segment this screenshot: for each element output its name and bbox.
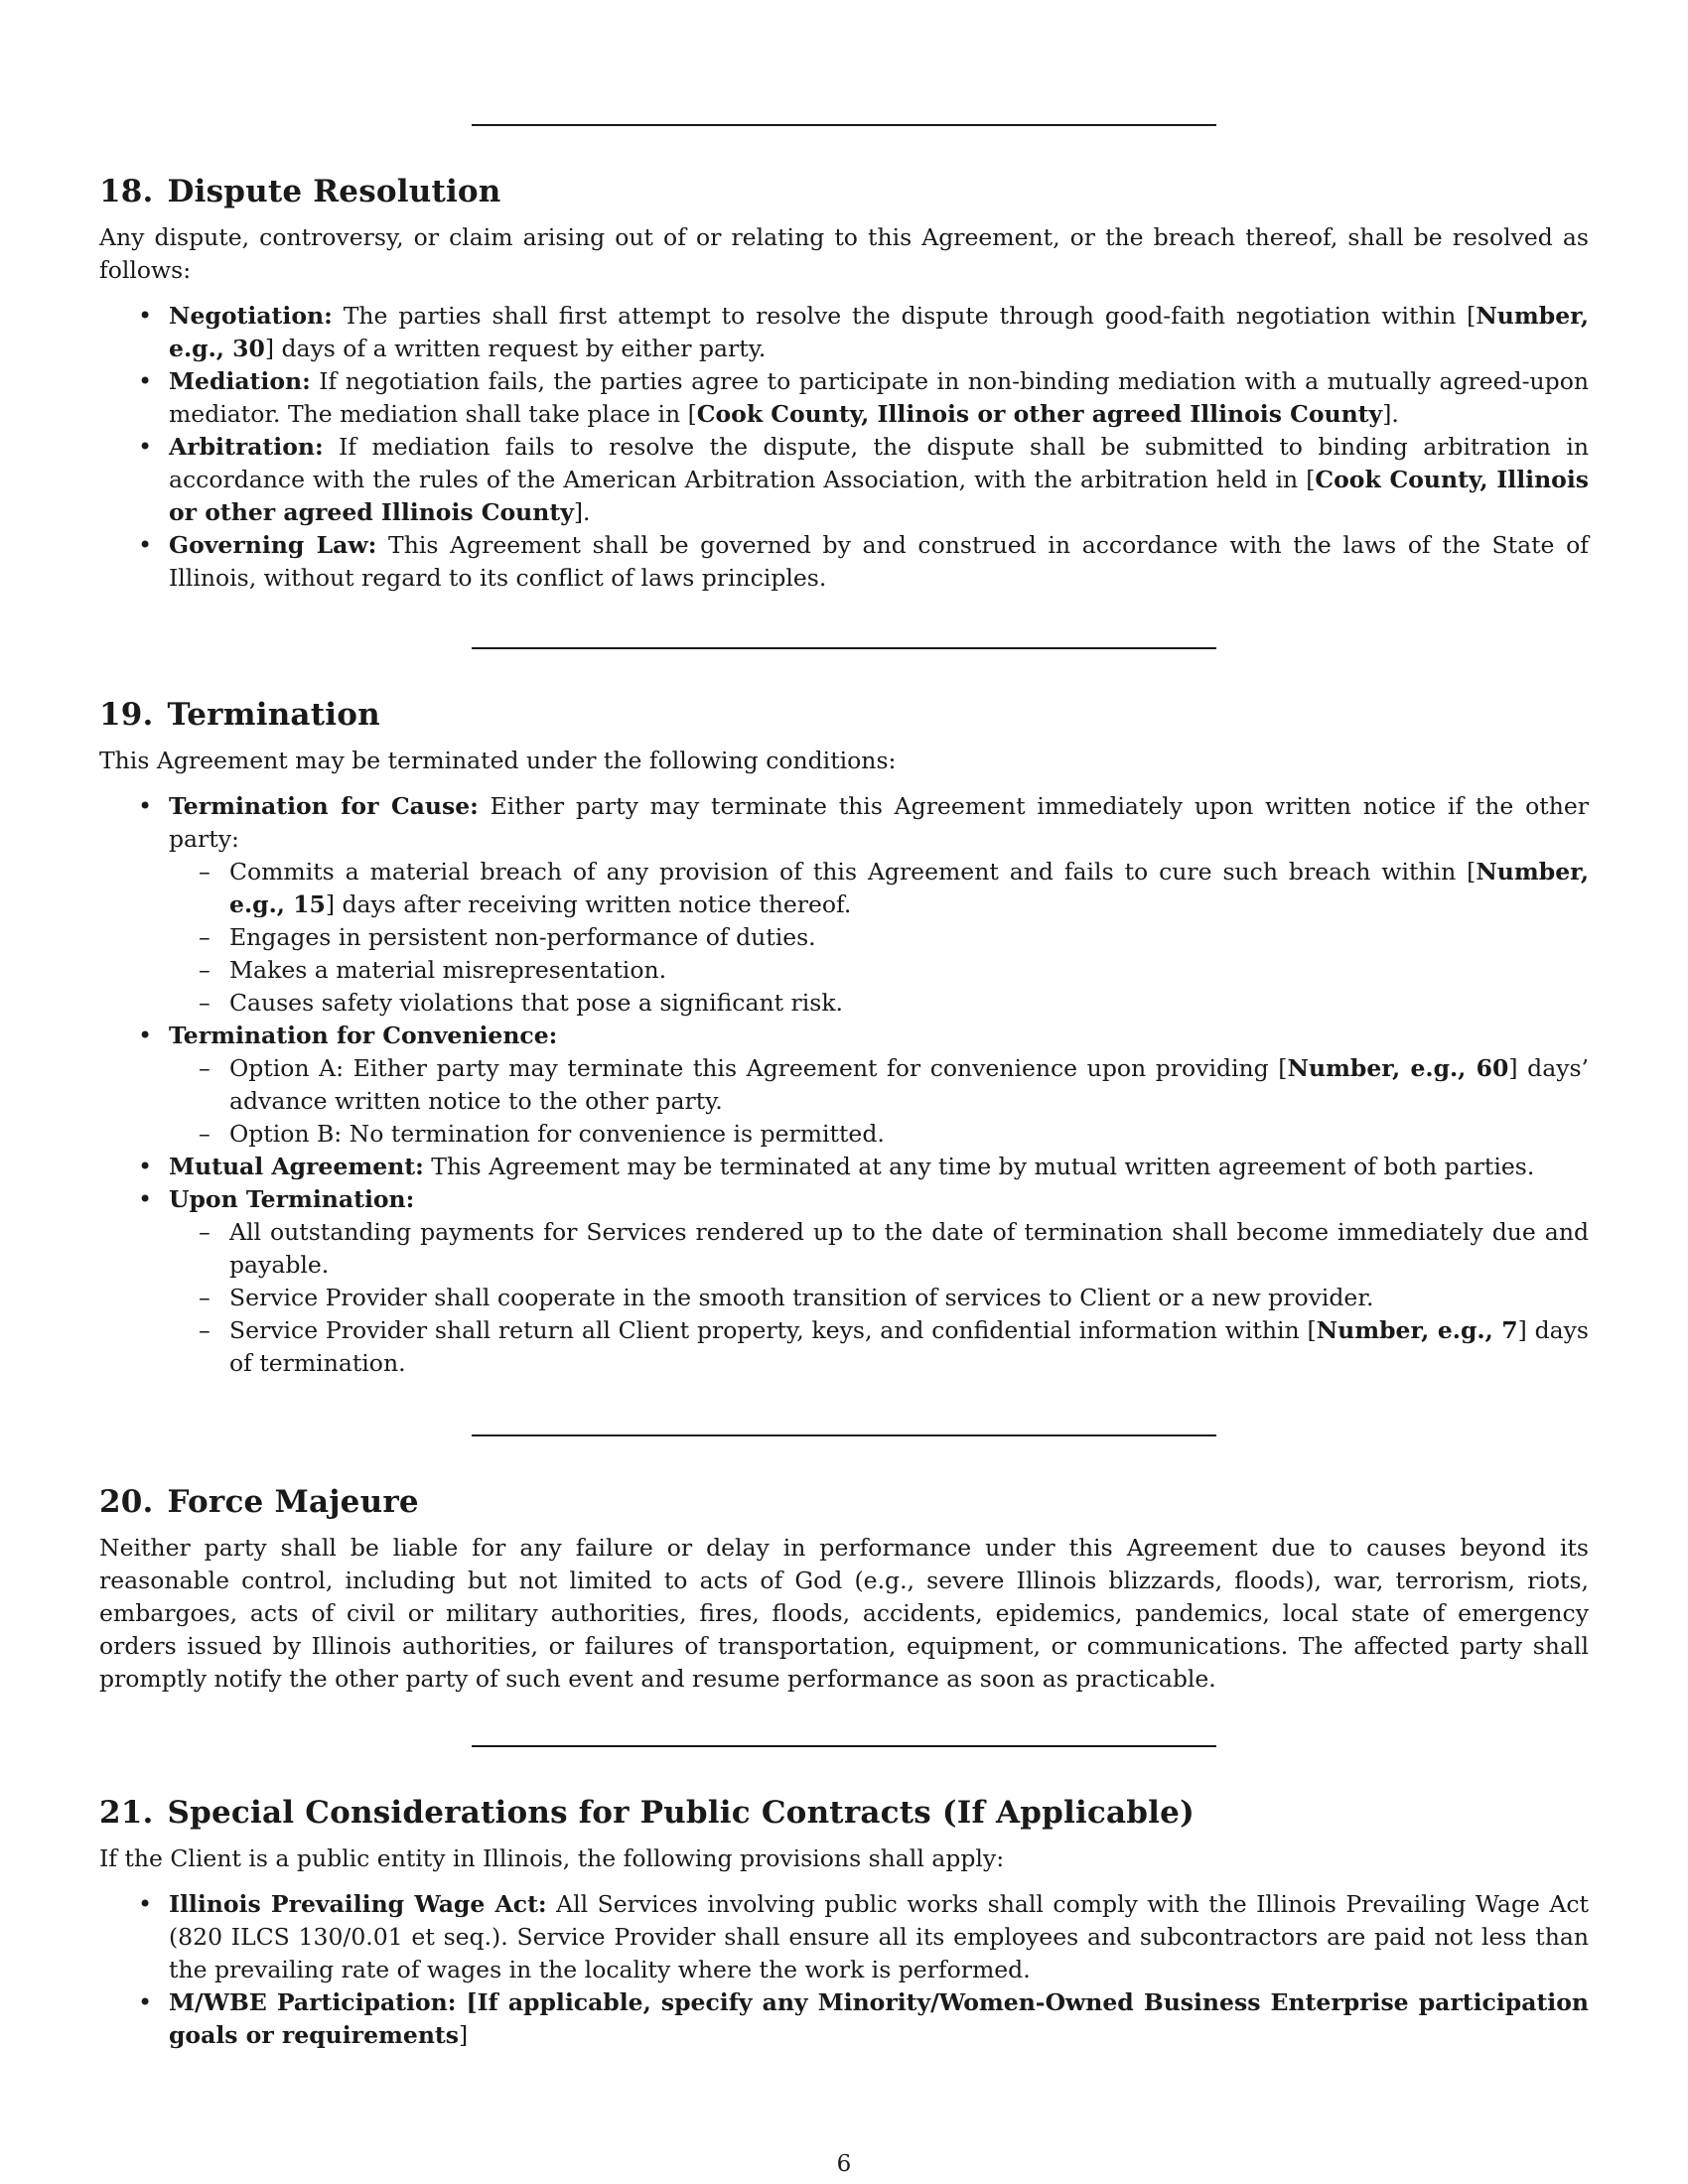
sub-list xyxy=(169,856,1589,1020)
section-divider xyxy=(472,1434,1216,1436)
item-label: Mediation: xyxy=(169,367,311,395)
bullet-list xyxy=(99,1888,1589,2052)
section-intro: This Agreement may be terminated under the following conditions: xyxy=(99,747,897,774)
section-heading xyxy=(99,172,1589,211)
bullet-list xyxy=(99,790,1589,1380)
item-label: M/WBE Participation: xyxy=(169,1988,457,2016)
sub-list-item: – Makes a material misrepresentation. xyxy=(169,954,1589,987)
section-termination xyxy=(99,695,1589,1380)
sub-list-item xyxy=(169,1052,1589,1118)
sub-list xyxy=(169,1052,1589,1151)
sub-list-item: – Service Provider shall cooperate in the smooth transition of services to Client or a new provider. xyxy=(169,1282,1589,1314)
placeholder-field: Cook County, Illinois or other agreed Illinois County xyxy=(696,400,1383,428)
item-text: ] xyxy=(459,2021,469,2049)
item-text: Option A: Either party may terminate this Agreement for convenience upon providing [ xyxy=(229,1054,1288,1082)
item-text: Either party may terminate this Agreement immediately upon written notice if the other party: xyxy=(169,792,1589,853)
placeholder-field: Number, e.g., 15 xyxy=(229,858,1589,918)
section-heading xyxy=(99,1482,1589,1522)
list-item xyxy=(99,1183,1589,1380)
section-heading xyxy=(99,695,1589,735)
sub-list-item: – Option B: No termination for convenience is permitted. xyxy=(169,1118,1589,1151)
item-label: Termination for Cause: xyxy=(169,792,479,820)
list-item xyxy=(99,1986,1589,2052)
item-text: ] days’ advance written notice to the other party. xyxy=(229,1054,1590,1115)
list-item xyxy=(99,790,1589,1020)
list-item xyxy=(99,529,1589,595)
item-text: If negotiation fails, the parties agree to participate in non-binding mediation with a mutually agreed-upon mediator. The mediation shall take place in [ xyxy=(169,367,1589,428)
section-divider xyxy=(472,647,1216,649)
section-force-majeure xyxy=(99,1482,1589,1696)
item-text: If mediation fails to resolve the dispute, the dispute shall be submitted to binding arbitration in accordance with the rules of the American Arbitration Association, with the arbitration held in [ xyxy=(169,433,1589,493)
bullet-list xyxy=(99,300,1589,595)
item-text: This Agreement shall be governed by and construed in accordance with the laws of the State of Illinois, without regard to its conflict of laws principles. xyxy=(169,531,1589,592)
placeholder-field: Number, e.g., 30 xyxy=(169,302,1589,362)
list-item xyxy=(99,300,1589,365)
sub-list-item xyxy=(169,1314,1589,1380)
item-text: All Services involving public works shall comply with the Illinois Prevailing Wage Act (820 ILCS 130/0.01 et seq.). Service Provider shall ensure all its employees and subcontractors are paid not less than the prevailing rate of wages in the locality where the work is performed. xyxy=(169,1890,1589,1983)
item-text: ] days of a written request by either party. xyxy=(264,335,767,362)
item-label: Arbitration: xyxy=(169,433,324,461)
sub-list-item: – Engages in persistent non-performance of duties. xyxy=(169,921,1589,954)
item-label: Negotiation: xyxy=(169,302,333,330)
item-text: Service Provider shall return all Client property, keys, and confidential information within [ xyxy=(229,1316,1317,1344)
item-text: This Agreement may be terminated at any time by mutual written agreement of both parties. xyxy=(423,1153,1535,1180)
section-public-contracts xyxy=(99,1793,1589,2052)
item-label: Termination for Convenience: xyxy=(169,1022,558,1049)
list-item xyxy=(99,1888,1589,1986)
item-label: Illinois Prevailing Wage Act: xyxy=(169,1890,547,1918)
item-label: Mutual Agreement: xyxy=(169,1153,424,1180)
section-intro: Any dispute, controversy, or claim arising out of or relating to this Agreement, or the breach thereof, shall be resolved as follows: xyxy=(99,223,1589,284)
item-text: [ xyxy=(456,1988,478,2016)
page-number: 6 xyxy=(836,2151,852,2177)
sub-list-item: – All outstanding payments for Services rendered up to the date of termination shall become immediately due and payable. xyxy=(169,1216,1589,1282)
list-item xyxy=(99,365,1589,431)
section-title: Special Considerations for Public Contracts (If Applicable) xyxy=(167,1795,1195,1831)
section-number: 20. xyxy=(99,1484,154,1520)
placeholder-field: Number, e.g., 60 xyxy=(1287,1054,1509,1082)
section-number: 18. xyxy=(99,174,154,209)
item-text: ] days of termination. xyxy=(229,1316,1589,1377)
item-label: Governing Law: xyxy=(169,531,377,559)
sub-list-item xyxy=(169,856,1589,921)
section-number: 19. xyxy=(99,697,154,733)
item-text: ]. xyxy=(573,498,591,526)
item-text: Commits a material breach of any provision of this Agreement and fails to cure such breach within [ xyxy=(229,858,1477,886)
section-divider xyxy=(472,124,1216,126)
list-item xyxy=(99,1020,1589,1151)
sub-list xyxy=(169,1216,1589,1380)
item-text: The parties shall first attempt to resolve the dispute through good-faith negotiation within [ xyxy=(332,302,1477,330)
placeholder-field: Cook County, Illinois or other agreed Illinois County xyxy=(169,466,1589,526)
list-item xyxy=(99,431,1589,529)
section-title: Force Majeure xyxy=(167,1484,419,1520)
section-title: Dispute Resolution xyxy=(167,174,501,209)
section-title: Termination xyxy=(167,697,380,733)
placeholder-field: If applicable, specify any Minority/Women-Owned Business Enterprise participation goals or requirements xyxy=(169,1988,1589,2049)
section-body: Neither party shall be liable for any failure or delay in performance under this Agreement due to causes beyond its reasonable control, including but not limited to acts of God (e.g., severe Illinois blizzards, floods), war, terrorism, riots, embargoes, acts of civil or military authorities, fires, floods, accidents, epidemics, pandemics, local state of emergency orders issued by Illinois authorities, or failures of transportation, equipment, or communications. The affected party shall promptly notify the other party of such event and resume performance as soon as practicable. xyxy=(99,1534,1589,1693)
sub-list-item: – Causes safety violations that pose a significant risk. xyxy=(169,987,1589,1020)
section-number: 21. xyxy=(99,1795,154,1831)
section-dispute-resolution xyxy=(99,172,1589,595)
section-divider xyxy=(472,1745,1216,1747)
section-intro: If the Client is a public entity in Illinois, the following provisions shall apply: xyxy=(99,1844,1005,1872)
item-text: ] days after receiving written notice thereof. xyxy=(325,890,852,918)
placeholder-field: Number, e.g., 7 xyxy=(1316,1316,1518,1344)
list-item xyxy=(99,1151,1589,1183)
item-label: Upon Termination: xyxy=(169,1185,415,1213)
document-page xyxy=(99,0,1589,2184)
section-heading xyxy=(99,1793,1589,1833)
item-text: ]. xyxy=(1382,400,1399,428)
